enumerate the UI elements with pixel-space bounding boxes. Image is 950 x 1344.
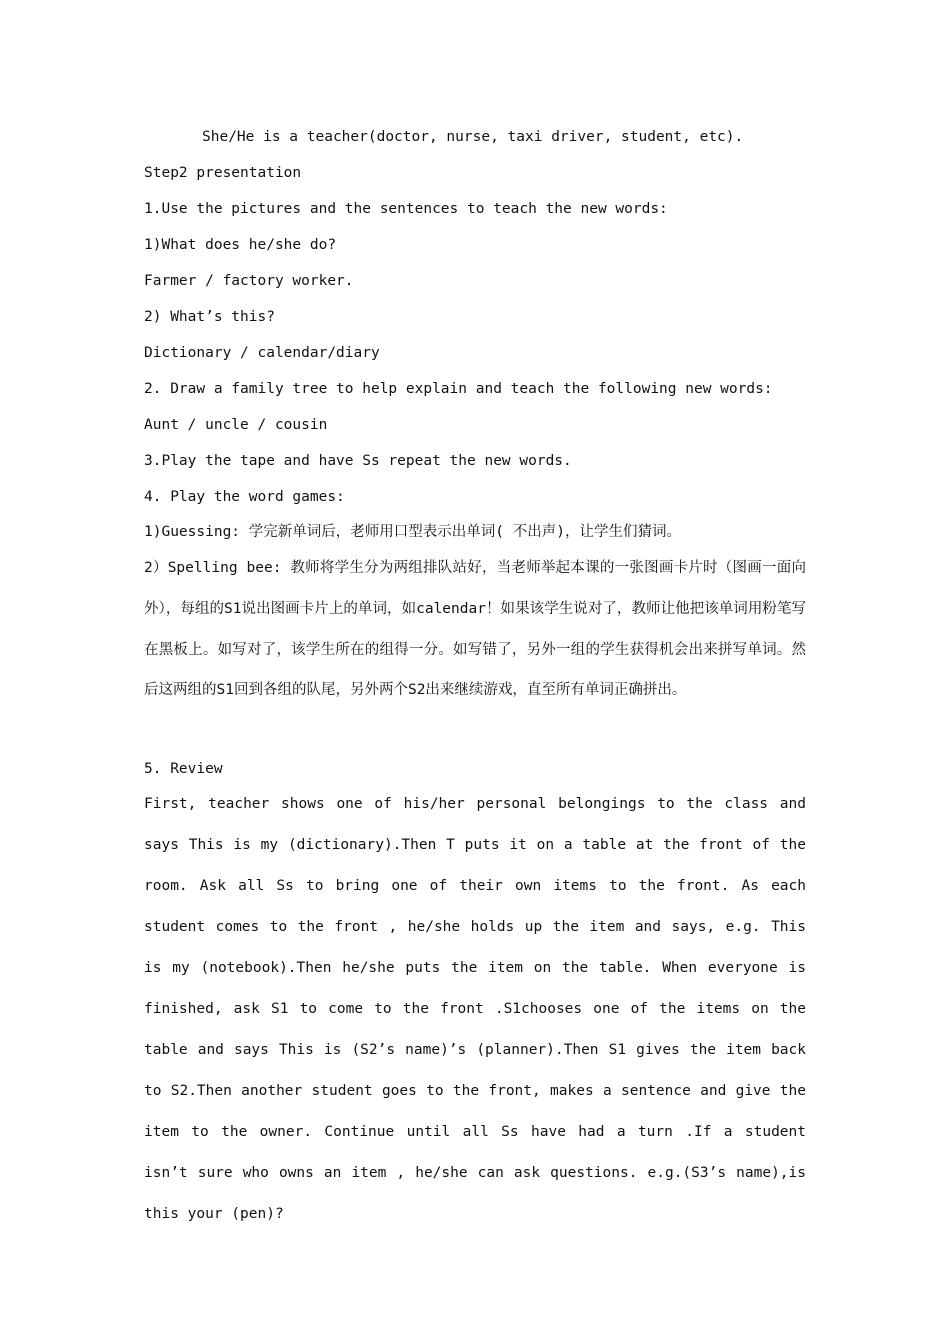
family-words: Aunt / uncle / cousin: [144, 417, 328, 433]
question-1: 1)What does he/she do?: [144, 237, 337, 253]
intro-sentence: She/He is a teacher(doctor, nurse, taxi driver, student, etc).: [202, 129, 744, 145]
answer-1: Farmer / factory worker.: [144, 273, 354, 289]
step-item-1: 1.Use the pictures and the sentences to teach the new words:: [144, 201, 668, 217]
answer-2: Dictionary / calendar/diary: [144, 345, 380, 361]
review-heading: 5. Review: [144, 761, 223, 777]
question-2: 2) What’s this?: [144, 309, 275, 325]
guessing-game: 1)Guessing: 学完新单词后，老师用口型表示出单词( 不出声)，让学生们猜词。: [144, 524, 681, 540]
step-item-2: 2. Draw a family tree to help explain and teach the following new words:: [144, 381, 773, 397]
step2-heading: Step2 presentation: [144, 165, 302, 181]
spelling-bee-paragraph: 2）Spelling bee: 教师将学生分为两组排队站好，当老师举起本课的一张图画卡片时（图画一面向外），每组的S1说出图画卡片上的单词，如calendar！如果该学生说对了，教师让他把该单词用粉笔写在黑板上。如写对了，该学生所在的组得一分。如写错了，另外一组的学生获得机会出来拼写单词。然后这两组的S1回到各组的队尾，另外两个S2出来继续游戏，直至所有单词正确拼出。: [144, 560, 806, 699]
step-item-3: 3.Play the tape and have Ss repeat the new words.: [144, 453, 572, 469]
review-paragraph: First, teacher shows one of his/her personal belongings to the class and says This is my (dictionary).Then T puts it on a table at the front of the room. Ask all Ss to bring one of their own items to the front. As each student comes to the front , he/she holds up the item and says, e.g. This is my (notebook).Then he/she puts the item on the table. When everyone is finished, ask S1 to come to the front .S1chooses one of the items on the table and says This is (S2’s name)’s (planner).Then S1 gives the item back to S2.Then another student goes to the front, makes a sentence and give the item to the owner. Continue until all Ss have had a turn .If a student isn’t sure who owns an item , he/she can ask questions. e.g.(S3’s name),is this your (pen)?: [144, 796, 806, 1222]
step-item-4: 4. Play the word games:: [144, 489, 345, 505]
